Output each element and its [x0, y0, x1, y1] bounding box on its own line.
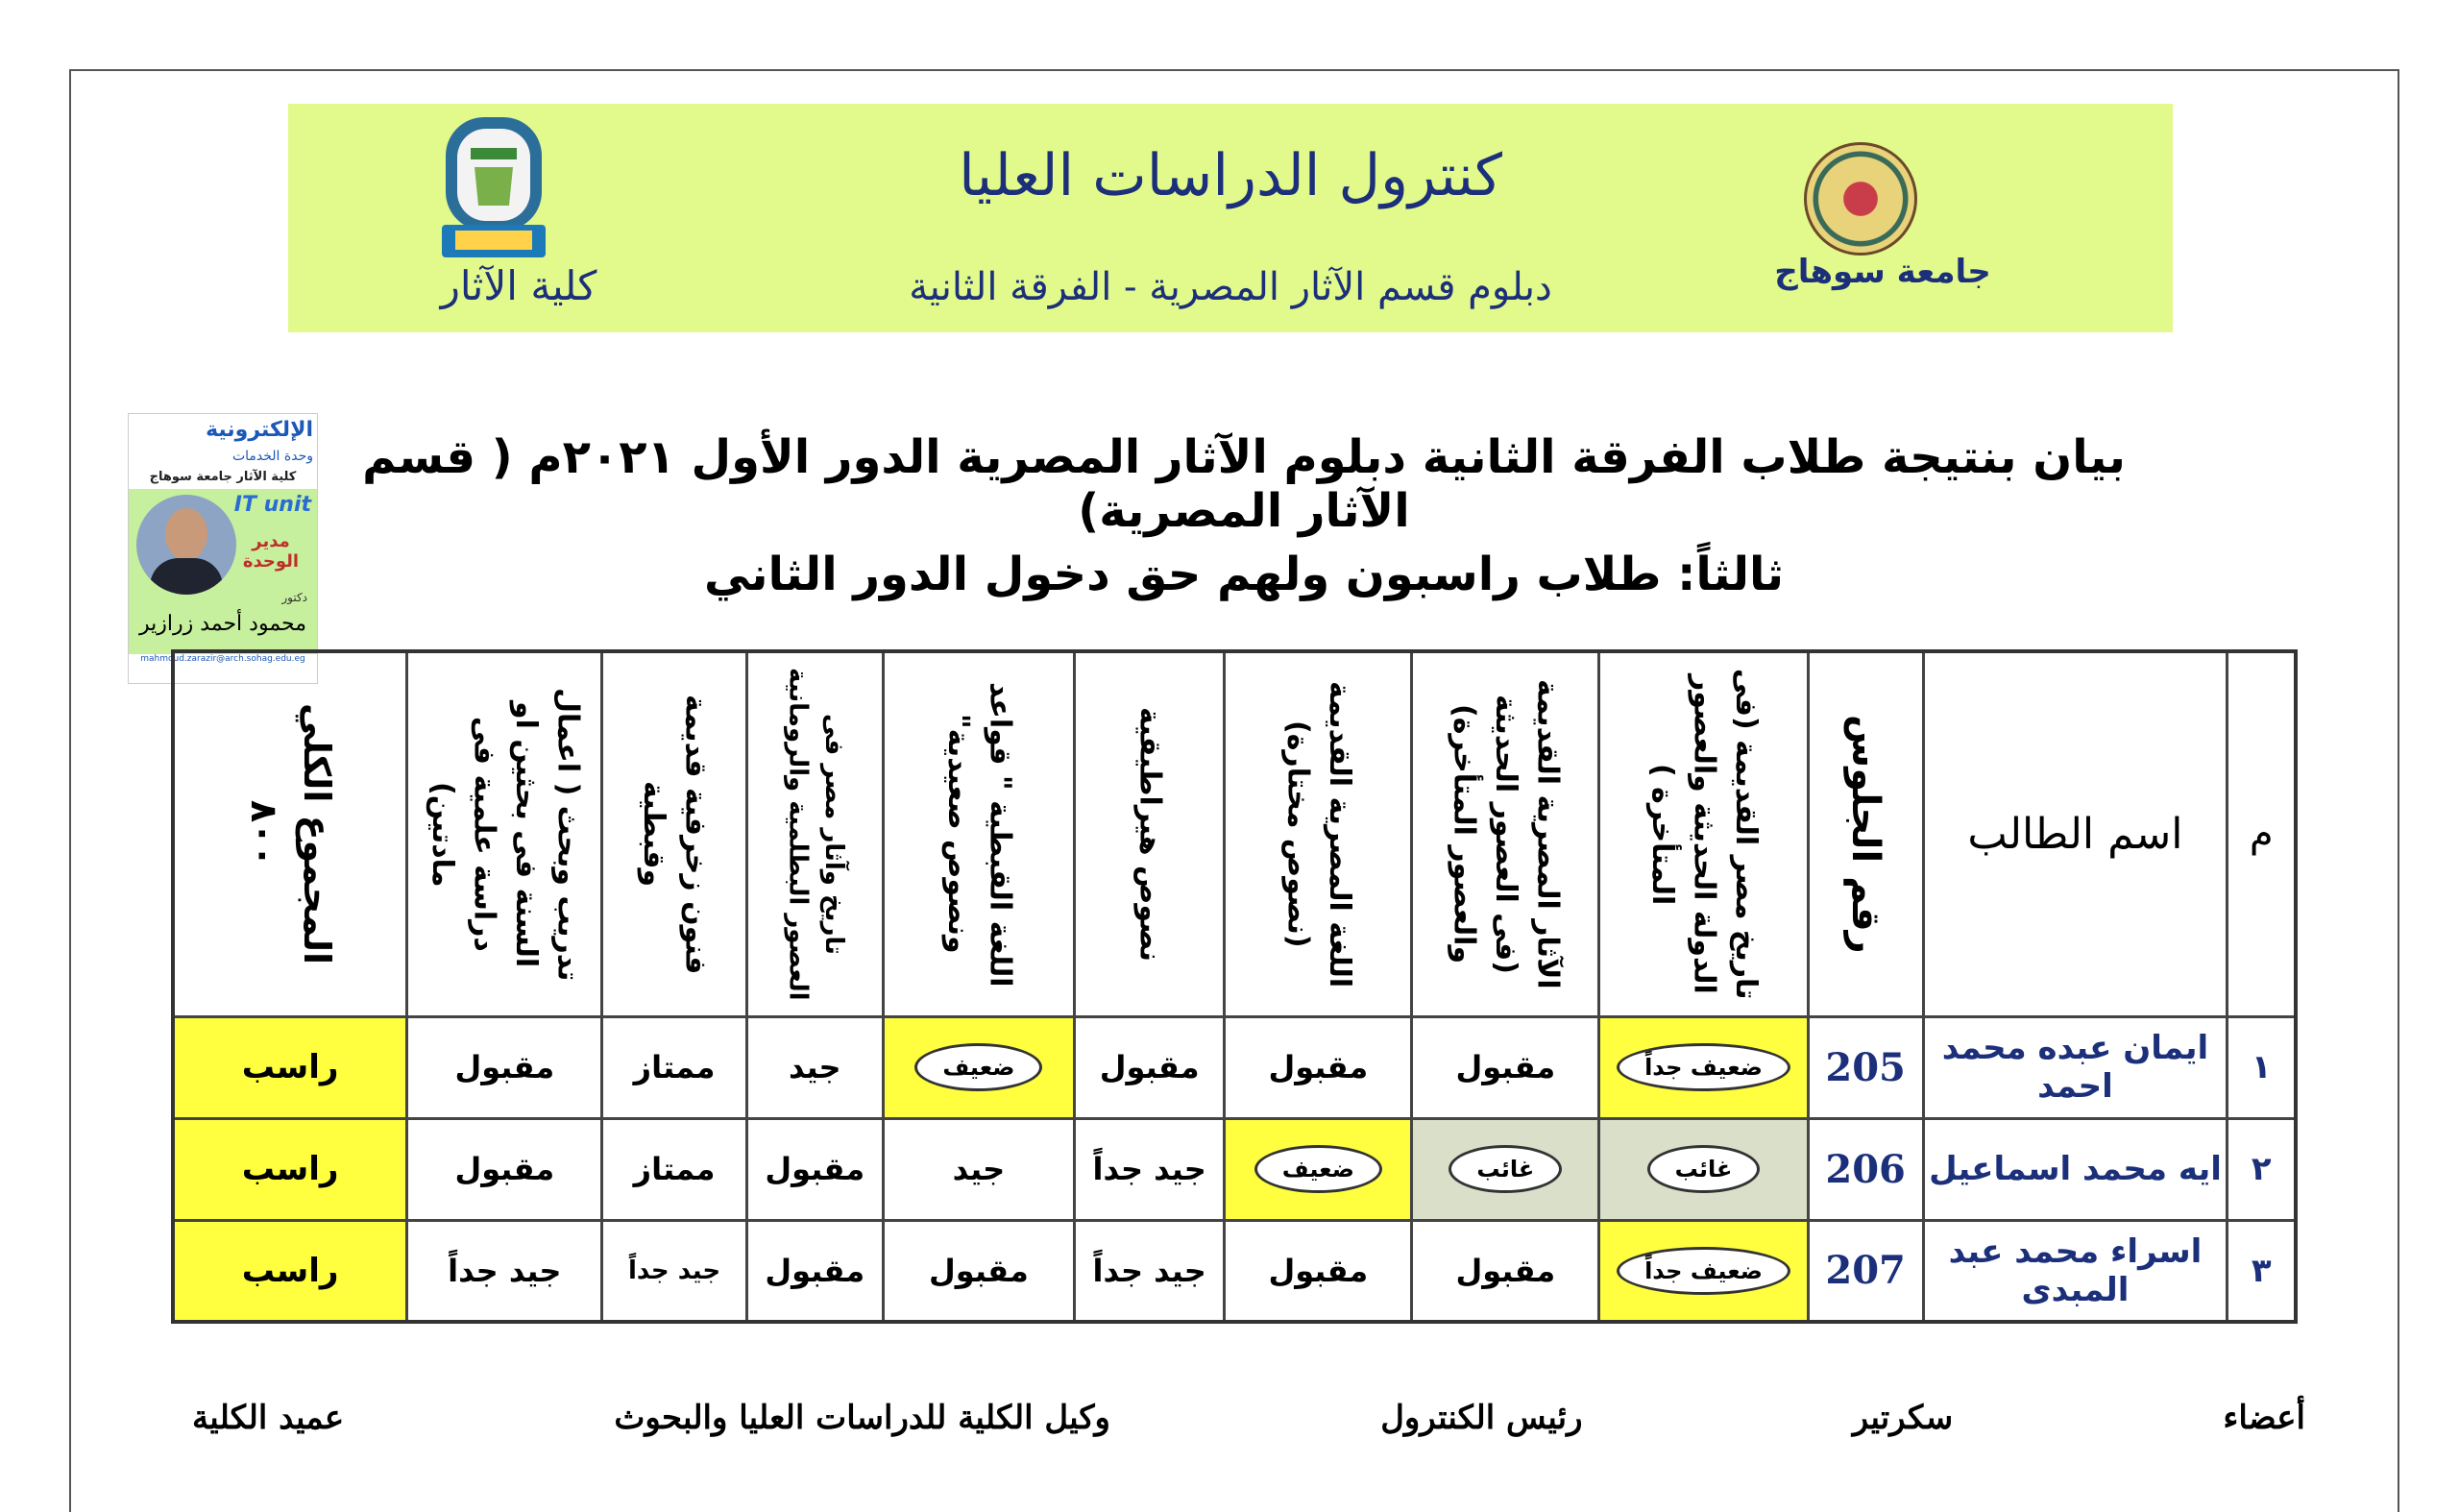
total-result: راسب	[173, 1118, 407, 1220]
col-header-seat: رقم الجلوس	[1808, 651, 1923, 1016]
it-unit-card	[128, 413, 318, 684]
signature-label: رئيس الكنترول	[1380, 1399, 1583, 1437]
avatar	[136, 495, 236, 595]
grade-cell: مقبول	[407, 1118, 602, 1220]
seat-number: 205	[1808, 1016, 1923, 1118]
failing-grade-oval: ضعيف	[1254, 1145, 1382, 1193]
absent-grade-oval: غائب	[1449, 1145, 1562, 1193]
table-row	[173, 1016, 2296, 1118]
header-banner	[288, 104, 2173, 332]
row-index: ٣	[2228, 1220, 2296, 1322]
control-title: كنترول الدراسات العليا	[959, 142, 1502, 209]
signature-label: وكيل الكلية للدراسات العليا والبحوث	[614, 1399, 1110, 1437]
grade-cell: جيد جداً	[1074, 1118, 1224, 1220]
total-result: راسب	[173, 1016, 407, 1118]
failing-grade-oval: ضعيف جداً	[1617, 1247, 1790, 1295]
results-table	[171, 649, 2298, 1324]
grade-cell: ممتاز	[602, 1016, 746, 1118]
grade-cell: مقبول	[1225, 1016, 1412, 1118]
grade-cell	[883, 1016, 1074, 1118]
signature-footer	[192, 1399, 2305, 1437]
diploma-subtitle: دبلوم قسم الآثار المصرية - الفرقة الثانية	[909, 265, 1552, 309]
it-card-email: mahmoud.zarazir@arch.sohag.edu.eg	[140, 654, 305, 664]
student-name: ايه محمد اسماعيل	[1923, 1118, 2228, 1220]
grade-cell: مقبول	[1412, 1220, 1599, 1322]
grade-cell: جيد جداً	[407, 1220, 602, 1322]
grade-cell	[1599, 1220, 1808, 1322]
grade-cell: ممتاز	[602, 1118, 746, 1220]
it-card-role: مدير الوحدة	[242, 531, 300, 572]
table-row	[173, 1220, 2296, 1322]
total-result: راسب	[173, 1220, 407, 1322]
university-name: جامعة سوهاج	[1774, 253, 1991, 291]
row-index: ٢	[2228, 1118, 2296, 1220]
grade-cell: مقبول	[1225, 1220, 1412, 1322]
it-card-unit-line: وحدة الخدمات	[231, 449, 313, 464]
grade-cell	[1599, 1118, 1808, 1220]
grade-cell: مقبول	[407, 1016, 602, 1118]
grade-cell	[1412, 1118, 1599, 1220]
col-header-total: المجموع الكلي ٨٠٠	[173, 651, 407, 1016]
grade-cell: مقبول	[1074, 1016, 1224, 1118]
student-name: اسراء محمد عبد المبدى	[1923, 1220, 2228, 1322]
it-card-name: محمود أحمد زرازير	[138, 612, 307, 636]
grade-cell: مقبول	[746, 1118, 883, 1220]
signature-label: عميد الكلية	[192, 1399, 345, 1437]
col-header-c1: تاريخ مصر القديمة (فى الدولة الحديثة والعصور المتأخرة )	[1599, 651, 1808, 1016]
col-header-c3: اللغة المصرية القديمة (نصوص مختارة)	[1225, 651, 1412, 1016]
col-header-c7: فنون زخرفية قديمة وقبطية	[602, 651, 746, 1016]
faculty-logo-icon	[432, 110, 555, 259]
table-row	[173, 1118, 2296, 1220]
col-header-student-name: اسم الطالب	[1923, 651, 2228, 1016]
grade-cell: جيد	[746, 1016, 883, 1118]
faculty-name: كلية الآثار	[440, 262, 597, 309]
failing-grade-oval: ضعيف جداً	[1617, 1043, 1790, 1091]
grade-cell: جيد جداً	[602, 1220, 746, 1322]
grade-cell: مقبول	[746, 1220, 883, 1322]
it-card-degree: دكتور	[281, 591, 307, 604]
it-card-faculty-line: كلية الآثار جامعة سوهاج	[149, 470, 297, 484]
grade-cell: مقبول	[883, 1220, 1074, 1322]
signature-label: سكرتير	[1852, 1399, 1954, 1437]
it-card-title: الإلكترونية	[206, 418, 313, 442]
failing-grade-oval: ضعيف	[914, 1043, 1042, 1091]
col-header-index: م	[2228, 651, 2296, 1016]
col-header-c5: اللغة القبطية " قواعد ونصوص صعيدية"	[883, 651, 1074, 1016]
page-title: بيان بنتيجة طلاب الفرقة الثانية دبلوم الآثار المصرية الدور الأول ٢٠٢١م ( قسم الآثار المصرية)	[362, 430, 2126, 538]
absent-grade-oval: غائب	[1647, 1145, 1761, 1193]
col-header-c2: الآثار المصرية القديمة (فى العصور الحديثة والعصور المتأخرة)	[1412, 651, 1599, 1016]
col-header-c8: تدريب وبحث ( اعمال السنة فى بحثين او دراسة علمية فى مادتين)	[407, 651, 602, 1016]
seat-number: 206	[1808, 1118, 1923, 1220]
section-subtitle: ثالثاً: طلاب راسبون ولهم حق دخول الدور الثاني	[703, 548, 1785, 601]
it-card-english: IT unit	[233, 493, 311, 517]
grade-cell	[1599, 1016, 1808, 1118]
col-header-c6: تاريخ وآثار مصر فى العصور البطلمية والرومانية	[746, 651, 883, 1016]
student-name: ايمان عبده محمد احمد	[1923, 1016, 2228, 1118]
grade-cell: جيد	[883, 1118, 1074, 1220]
grade-cell: جيد جداً	[1074, 1220, 1224, 1322]
col-header-c4: نصوص هيراطيقية	[1074, 651, 1224, 1016]
table-header-row	[173, 651, 2296, 1016]
grade-cell: مقبول	[1412, 1016, 1599, 1118]
row-index: ١	[2228, 1016, 2296, 1118]
signature-label: أعضاء	[2223, 1399, 2305, 1437]
seat-number: 207	[1808, 1220, 1923, 1322]
grade-cell	[1225, 1118, 1412, 1220]
